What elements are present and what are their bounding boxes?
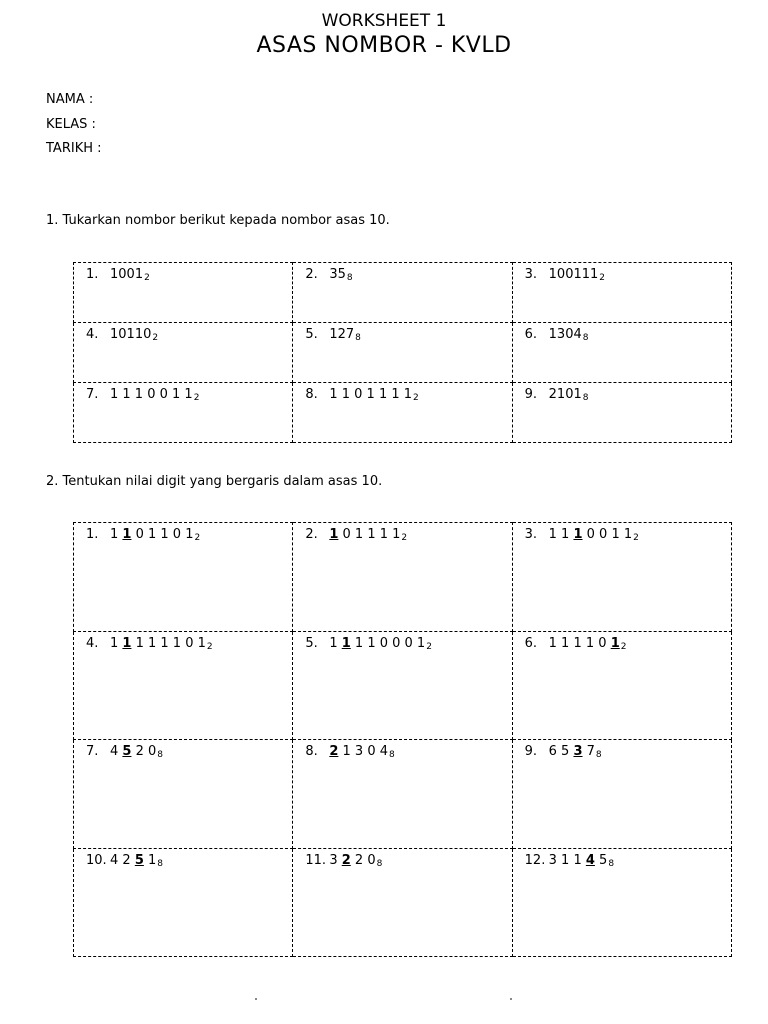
grid-cell	[74, 740, 293, 849]
number-base: 2	[633, 533, 639, 543]
underlined-digit: 1	[122, 527, 132, 542]
grid-cell	[74, 523, 293, 632]
underlined-digit: 1	[610, 635, 620, 651]
number-base: 8	[582, 333, 589, 343]
number-value: 100111	[548, 267, 599, 282]
digits-after: 1 1 1 1 0 1	[131, 635, 206, 651]
question-2: 2. Tentukan nilai digit yang bergaris dalam asas 10.	[46, 474, 383, 489]
item-number: 5.	[305, 327, 318, 342]
number-base: 2	[599, 273, 606, 283]
number-value: 10110	[110, 327, 152, 342]
item-number: 1.	[86, 267, 99, 282]
grid-cell	[293, 323, 512, 383]
number-base: 8	[157, 750, 163, 760]
number-base: 8	[376, 858, 383, 869]
grid-cell	[512, 631, 731, 740]
underlined-digit: 1	[341, 635, 351, 651]
number-base: 2	[426, 641, 432, 652]
item-number: 6.	[524, 635, 538, 651]
underlined-digit: 2	[329, 744, 339, 759]
grid-cell	[74, 323, 293, 383]
question-1-grid	[73, 262, 732, 443]
grid-cell	[293, 848, 512, 957]
item-number: 4.	[86, 327, 99, 342]
digits-after: 1 3 0 4	[338, 744, 388, 759]
grid-cell	[293, 263, 512, 323]
item-number: 1.	[86, 527, 99, 542]
item-number: 4.	[86, 635, 99, 651]
grid-row	[74, 848, 732, 957]
grid-cell	[512, 848, 731, 957]
underlined-digit: 1	[122, 635, 132, 651]
underlined-digit: 5	[134, 852, 144, 868]
number-base: 2	[413, 393, 419, 403]
grid-row	[74, 740, 732, 849]
number-base: 2	[401, 533, 408, 543]
digits-before: 3 1 1	[548, 852, 586, 868]
number-base: 8	[355, 333, 361, 343]
digits-after: 7	[582, 744, 595, 759]
underlined-digit: 4	[585, 852, 595, 868]
number-base: 2	[193, 393, 200, 403]
item-number: 8.	[305, 744, 318, 759]
item-number: 6.	[524, 327, 538, 342]
grid-cell	[293, 523, 512, 632]
kelas-field: KELAS :	[46, 117, 96, 132]
digits-after: 2 0	[131, 744, 157, 759]
tarikh-field: TARIKH :	[46, 141, 102, 156]
digits-before: 3	[329, 852, 342, 868]
grid-cell	[74, 631, 293, 740]
grid-row	[74, 631, 732, 740]
digits-after: 0 0 1 1	[582, 527, 633, 542]
number-base: 2	[194, 533, 201, 543]
item-number: 3.	[524, 527, 538, 542]
number-value: 2101	[548, 387, 582, 402]
digits-before: 4	[110, 744, 123, 759]
underlined-digit: 5	[122, 744, 132, 759]
item-number: 9.	[524, 744, 538, 759]
grid-row	[74, 263, 732, 323]
worksheet-subtitle: ASAS NOMBOR - KVLD	[256, 33, 512, 58]
number-base: 8	[157, 858, 163, 869]
item-number: 5.	[305, 635, 318, 651]
item-number: 12.	[524, 852, 546, 868]
underlined-digit: 2	[341, 852, 351, 868]
worksheet-title: WORKSHEET 1	[321, 11, 447, 31]
number-base: 8	[582, 393, 589, 403]
number-base: 8	[608, 858, 615, 869]
number-value: 1001	[110, 267, 144, 282]
item-number: 7.	[86, 744, 99, 759]
item-number: 7.	[86, 387, 99, 402]
question-1: 1. Tukarkan nombor berikut kepada nombor asas 10.	[46, 213, 390, 228]
number-base: 2	[620, 641, 627, 652]
grid-cell	[293, 631, 512, 740]
digits-before: 1	[110, 527, 123, 542]
number-base: 2	[206, 641, 213, 652]
item-number: 2.	[305, 527, 318, 542]
question-2-grid	[73, 522, 732, 957]
digits-after: 0 1 1 0 1	[131, 527, 194, 542]
number-value: 1304	[548, 327, 582, 342]
digits-before: 6 5	[548, 744, 574, 759]
number-value: 35	[329, 267, 346, 282]
grid-cell	[512, 323, 731, 383]
digits-before: 1	[329, 635, 342, 651]
item-number: 11.	[305, 852, 327, 868]
page-dot	[255, 998, 257, 1000]
number-value: 1 1 1 0 0 1 1	[110, 387, 193, 402]
grid-cell	[512, 383, 731, 443]
item-number: 8.	[305, 387, 318, 402]
underlined-digit: 3	[573, 744, 583, 759]
digits-after: 1 1 0 0 0 1	[350, 635, 426, 651]
digits-before: 1	[110, 635, 123, 651]
grid-cell	[512, 263, 731, 323]
grid-cell	[512, 740, 731, 849]
number-base: 8	[346, 273, 353, 283]
grid-cell	[293, 383, 512, 443]
digits-before: 4 2	[110, 852, 135, 868]
number-value: 127	[329, 327, 355, 342]
grid-cell	[293, 740, 512, 849]
nama-field: NAMA :	[46, 92, 94, 107]
digits-after: 5	[594, 852, 608, 868]
number-value: 1 1 0 1 1 1 1	[329, 387, 413, 402]
item-number: 2.	[305, 267, 318, 282]
underlined-digit: 1	[573, 527, 583, 542]
grid-cell	[512, 523, 731, 632]
grid-row	[74, 383, 732, 443]
grid-row	[74, 523, 732, 632]
digits-before: 1 1 1 1 0	[548, 635, 611, 651]
item-number: 3.	[524, 267, 538, 282]
number-base: 2	[144, 273, 150, 283]
item-number: 10.	[86, 852, 107, 868]
underlined-digit: 1	[329, 527, 339, 542]
item-number: 9.	[524, 387, 538, 402]
number-base: 2	[152, 333, 159, 343]
digits-after: 0 1 1 1 1	[338, 527, 401, 542]
grid-cell	[74, 848, 293, 957]
number-base: 8	[389, 750, 395, 760]
digits-after: 1	[143, 852, 157, 868]
worksheet-header	[0, 10, 768, 60]
grid-row	[74, 323, 732, 383]
page-dot	[510, 998, 512, 1000]
grid-cell	[74, 383, 293, 443]
number-base: 8	[595, 750, 602, 760]
digits-after: 2 0	[350, 852, 376, 868]
grid-cell	[74, 263, 293, 323]
digits-before: 1 1	[548, 527, 574, 542]
